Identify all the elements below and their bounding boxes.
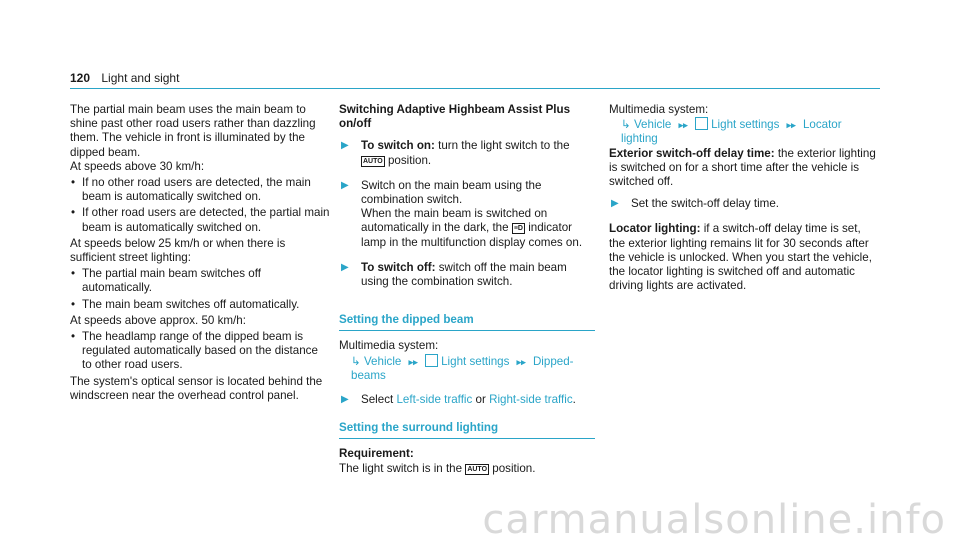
page-number: 120 bbox=[70, 71, 91, 85]
header-rule bbox=[70, 88, 880, 89]
step-main-beam: ▶ Switch on the main beam using the combination switch. When the main beam is switched on automatically in the dark, the ≡D indicator lamp in the multifunction display comes on. bbox=[341, 178, 583, 249]
option-left-side-traffic[interactable]: Left-side traffic bbox=[396, 393, 473, 407]
menu-return-icon: ↳ bbox=[351, 354, 361, 368]
list-item: • The headlamp range of the dipped beam is regulated automatically based on the distance to other road users. bbox=[71, 330, 318, 372]
menu-item-vehicle[interactable]: Vehicle bbox=[363, 354, 402, 368]
section-heading-surround-lighting: Setting the surround lighting bbox=[339, 421, 595, 439]
step-set-delay: ▶ Set the switch-off delay time. bbox=[611, 197, 779, 211]
chevron-right-icon: ▸▸ bbox=[678, 120, 688, 131]
step-switch-off: ▶ To switch off: switch off the main beam using the combination switch. bbox=[341, 260, 567, 289]
arrow-icon: ▶ bbox=[341, 140, 349, 152]
menu-item-locator-lighting[interactable]: Locator lighting bbox=[621, 118, 842, 146]
column-2 bbox=[339, 103, 595, 476]
column-1 bbox=[70, 103, 330, 403]
chevron-right-icon: ▸▸ bbox=[786, 120, 796, 131]
light-settings-icon bbox=[425, 354, 438, 367]
page-header bbox=[70, 71, 179, 85]
requirement-text: The light switch is in the AUTO position. bbox=[339, 461, 536, 475]
menu-item-dipped-beams[interactable]: Dipped-beams bbox=[351, 354, 574, 382]
list-item: • The partial main beam switches off automatically. bbox=[71, 267, 261, 295]
menu-item-light-settings[interactable]: Light settings bbox=[711, 118, 780, 132]
list-item: • If other road users are detected, the partial main beam is automatically switched on. bbox=[71, 206, 330, 234]
main-beam-indicator-icon: ≡D bbox=[513, 225, 523, 233]
section-heading-dipped-beam: Setting the dipped beam bbox=[339, 313, 595, 331]
arrow-icon: ▶ bbox=[341, 261, 349, 273]
section-heading-highbeam: Switching Adaptive Highbeam Assist Plus on/off bbox=[339, 103, 571, 131]
multimedia-label: Multimedia system: bbox=[609, 103, 709, 116]
menu-path bbox=[609, 117, 879, 146]
arrow-icon: ▶ bbox=[341, 179, 349, 191]
menu-item-light-settings[interactable]: Light settings bbox=[441, 354, 510, 368]
step-select-traffic: ▶ Select Left-side traffic or Right-side traffic. bbox=[341, 393, 576, 407]
page-section-title: Light and sight bbox=[101, 71, 180, 85]
menu-path bbox=[339, 354, 595, 383]
list-item: • If no other road users are detected, the main beam is automatically switched on. bbox=[71, 176, 311, 204]
arrow-icon: ▶ bbox=[611, 198, 619, 210]
below25-text: At speeds below 25 km/h or when there is sufficient street lighting: bbox=[70, 236, 286, 265]
option-right-side-traffic[interactable]: Right-side traffic bbox=[489, 393, 573, 407]
menu-return-icon: ↳ bbox=[621, 118, 631, 132]
intro-text: The partial main beam uses the main beam to shine past other road users rather than dazzling them. The vehicle in front is illuminated by the dipped beam. bbox=[70, 103, 316, 159]
auto-icon: AUTO bbox=[467, 465, 488, 473]
step-switch-on: ▶ To switch on: turn the light switch to the AUTO position. bbox=[341, 139, 570, 167]
auto-icon: AUTO bbox=[363, 157, 383, 165]
locator-lighting-text: Locator lighting: if a switch-off delay time is set, the exterior lighting remains lit for 30 seconds after the vehicle is unlocked. When you start the vehicle, the locator lighting is switched off and automatic driving lights are activated. bbox=[609, 222, 872, 293]
column-3 bbox=[609, 103, 879, 293]
exterior-delay-text: Exterior switch-off delay time: the exterior lighting is switched on for a short time after the vehicle is switched off. bbox=[609, 146, 876, 189]
above30-text: At speeds above 30 km/h: bbox=[70, 159, 205, 173]
multimedia-label: Multimedia system: bbox=[339, 339, 439, 353]
chevron-right-icon: ▸▸ bbox=[408, 356, 418, 367]
list-item: • The main beam switches off automatically. bbox=[71, 297, 300, 311]
light-settings-icon bbox=[695, 117, 708, 130]
above50-text: At speeds above approx. 50 km/h: bbox=[70, 313, 246, 327]
requirement-label: Requirement: bbox=[339, 447, 414, 461]
menu-item-vehicle[interactable]: Vehicle bbox=[633, 118, 672, 132]
watermark: carmanualsonline.info bbox=[482, 496, 946, 543]
sensor-text: The system's optical sensor is located behind the windscreen near the overhead control panel. bbox=[70, 374, 323, 402]
arrow-icon: ▶ bbox=[341, 394, 349, 406]
chevron-right-icon: ▸▸ bbox=[516, 356, 526, 367]
